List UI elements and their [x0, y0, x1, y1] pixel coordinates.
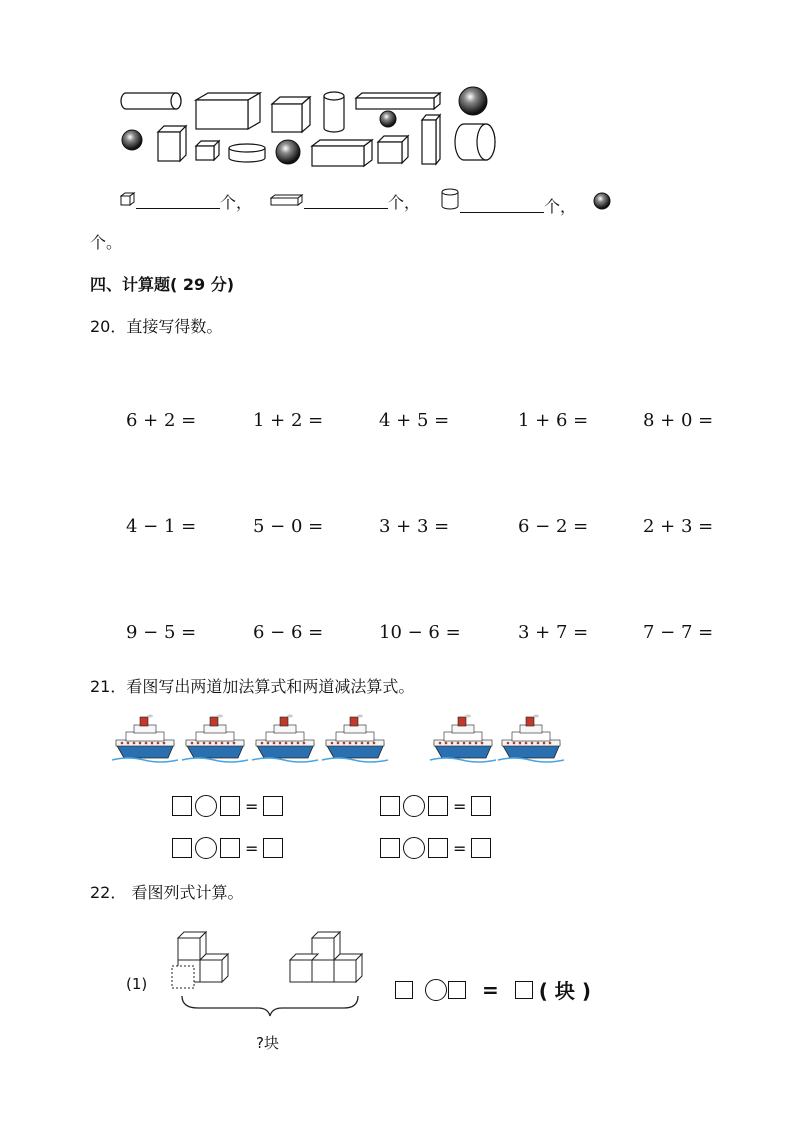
- answer-box[interactable]: [172, 796, 192, 816]
- answer-blank[interactable]: [460, 198, 544, 213]
- q20-equation: 6 − 2 =: [518, 516, 589, 537]
- q20-equation: 3 + 3 =: [379, 516, 450, 537]
- equation-template: [172, 795, 283, 817]
- fill-in-row-2: [270, 190, 420, 213]
- boats-illustration: [112, 712, 572, 764]
- answer-box[interactable]: [395, 981, 413, 999]
- q20-prompt: 20．直接写得数。: [90, 317, 223, 336]
- equation-template: [380, 795, 491, 817]
- q20-equation: 8 + 0 =: [643, 410, 714, 431]
- q20-equation: 1 + 2 =: [253, 410, 324, 431]
- answer-box[interactable]: [428, 838, 448, 858]
- cuboid-icon: [270, 194, 304, 206]
- cube-icon: [120, 192, 136, 206]
- part-label: (1): [126, 975, 148, 993]
- q22-equation: [395, 975, 591, 1004]
- unit-label: 个，: [544, 197, 577, 216]
- answer-blank[interactable]: [304, 194, 388, 209]
- brace-label: ?块: [256, 1034, 279, 1052]
- q22-prompt: 22． 看图列式计算。: [90, 883, 244, 902]
- unit-label: 个，: [388, 193, 421, 212]
- q20-equation: 2 + 3 =: [643, 516, 714, 537]
- sphere-shape: [380, 111, 396, 127]
- equals-sign: =: [453, 838, 467, 858]
- answer-box[interactable]: [380, 796, 400, 816]
- cylinder-flat-shape: [229, 144, 265, 162]
- answer-box[interactable]: [380, 838, 400, 858]
- answer-box[interactable]: [220, 838, 240, 858]
- answer-box[interactable]: [220, 796, 240, 816]
- section-heading: 四、计算题( 29 分): [90, 275, 235, 294]
- answer-box[interactable]: [263, 796, 283, 816]
- operator-circle[interactable]: [195, 837, 217, 859]
- boat-icon: [182, 715, 248, 763]
- answer-box[interactable]: [471, 796, 491, 816]
- cuboid-tall-thin-shape: [422, 115, 440, 164]
- operator-circle[interactable]: [403, 795, 425, 817]
- answer-box[interactable]: [448, 981, 466, 999]
- sphere-shape: [122, 130, 142, 150]
- q20-equation: 5 − 0 =: [253, 516, 324, 537]
- brace-shape: [182, 996, 358, 1016]
- cuboid-tall-shape: [158, 126, 186, 161]
- q20-equation: 3 + 7 =: [518, 622, 589, 643]
- last-unit-label: 个。: [90, 233, 123, 252]
- cuboid-large-shape: [196, 93, 260, 129]
- answer-box[interactable]: [515, 981, 533, 999]
- answer-box[interactable]: [263, 838, 283, 858]
- q20-equation: 7 − 7 =: [643, 622, 714, 643]
- fill-in-row: [120, 190, 252, 213]
- cylinder-vertical-shape: [324, 92, 344, 132]
- sphere-icon: [592, 191, 612, 211]
- q20-equation: 10 − 6 =: [379, 622, 461, 643]
- boat-icon: [322, 715, 388, 763]
- q20-equation: 4 + 5 =: [379, 410, 450, 431]
- q20-equation: 6 + 2 =: [126, 410, 197, 431]
- equation-template: [172, 837, 283, 859]
- operator-circle[interactable]: [403, 837, 425, 859]
- cube-shape: [272, 97, 310, 132]
- cylinder-icon: [440, 188, 460, 210]
- answer-box[interactable]: [471, 838, 491, 858]
- fill-in-row-3: [440, 188, 576, 217]
- sphere-shape: [459, 87, 487, 115]
- cylinder-horizontal-shape: [121, 93, 181, 109]
- q20-equation: 1 + 6 =: [518, 410, 589, 431]
- equation-template: [380, 837, 491, 859]
- equals-sign: =: [453, 796, 467, 816]
- answer-box[interactable]: [428, 796, 448, 816]
- q20-equation: 6 − 6 =: [253, 622, 324, 643]
- cube-stack-right: [290, 932, 362, 982]
- operator-circle[interactable]: [195, 795, 217, 817]
- answer-box[interactable]: [172, 838, 192, 858]
- cuboid-flat-shape: [312, 140, 372, 166]
- boat-icon: [112, 715, 178, 763]
- q21-prompt: 21．看图写出两道加法算式和两道减法算式。: [90, 677, 415, 696]
- unit-label: ( 块 ): [538, 979, 591, 1003]
- q20-equation: 9 − 5 =: [126, 622, 197, 643]
- solid-shapes-illustration: [118, 84, 508, 170]
- cubes-illustration: [168, 926, 374, 1018]
- boat-icon: [430, 715, 496, 763]
- equals-sign: =: [482, 977, 499, 1002]
- equals-sign: =: [245, 796, 259, 816]
- cube-stack-left: [172, 932, 228, 988]
- equals-sign: =: [245, 838, 259, 858]
- boat-icon: [252, 715, 318, 763]
- cuboid-long-shape: [356, 93, 440, 109]
- cube-small-shape: [196, 141, 219, 160]
- unit-label: 个，: [220, 193, 253, 212]
- q20-equation: 4 − 1 =: [126, 516, 197, 537]
- boat-icon: [498, 715, 564, 763]
- answer-blank[interactable]: [136, 194, 220, 209]
- cube-medium-shape: [378, 136, 408, 163]
- operator-circle[interactable]: [425, 979, 447, 1001]
- cylinder-wide-shape: [455, 124, 495, 160]
- sphere-shape: [276, 140, 300, 164]
